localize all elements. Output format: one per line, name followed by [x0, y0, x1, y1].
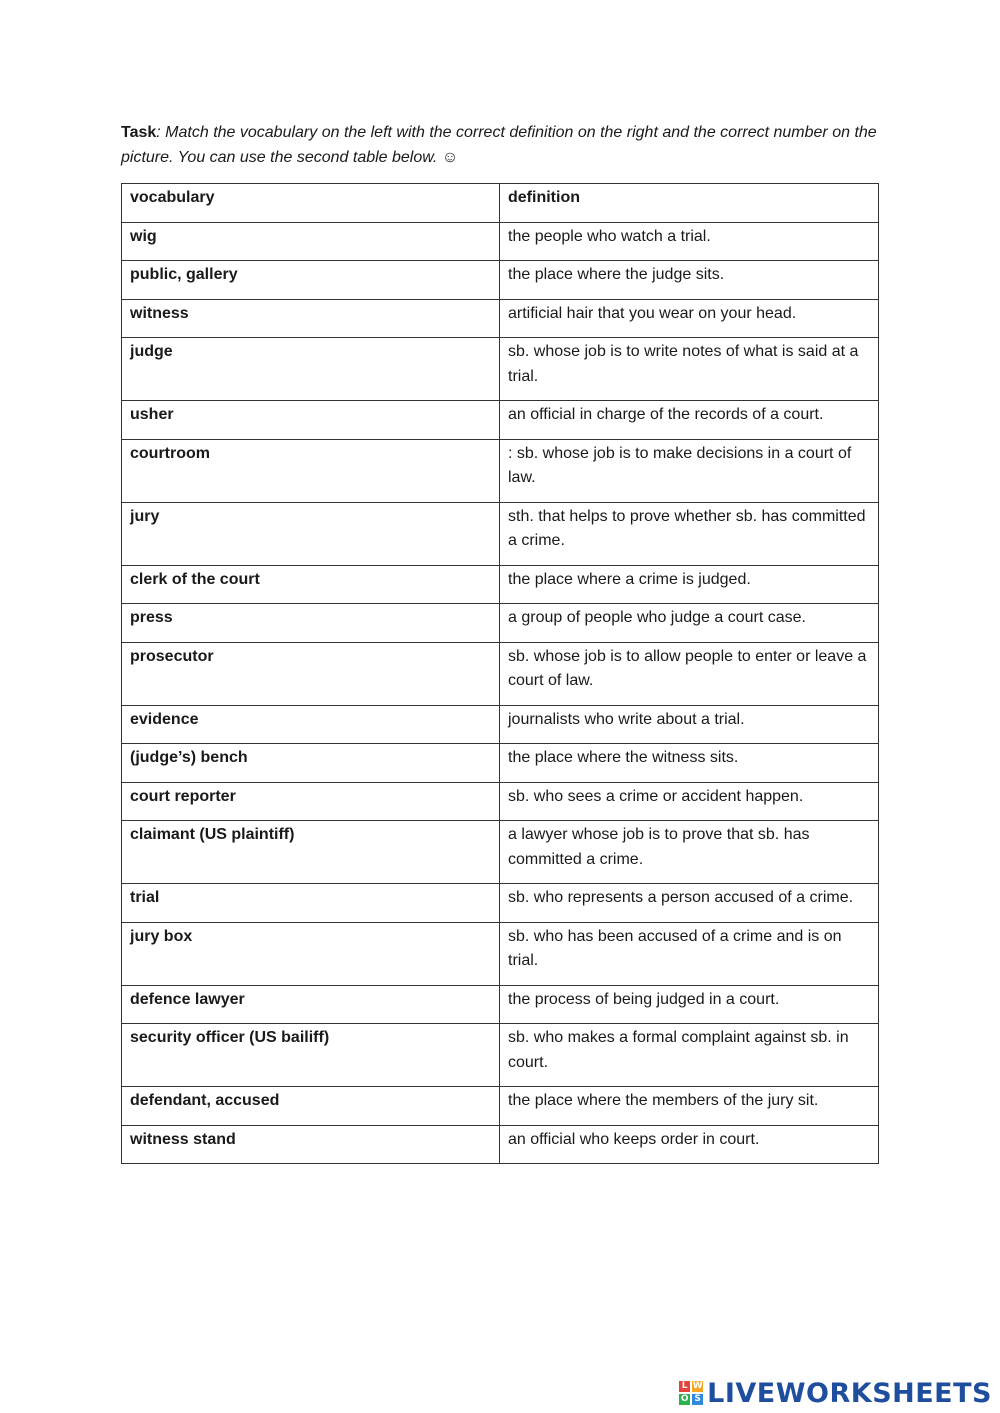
vocabulary-term: witness [122, 299, 500, 338]
definition-text: : sb. whose job is to make decisions in a court of law. [500, 439, 879, 502]
vocabulary-term: witness stand [122, 1125, 500, 1164]
smiley-icon: ☺ [441, 149, 459, 166]
definition-text: an official in charge of the records of a court. [500, 401, 879, 440]
vocabulary-term: (judge’s) bench [122, 744, 500, 783]
definition-text: the place where the members of the jury sit. [500, 1087, 879, 1126]
task-instruction-text: : Match the vocabulary on the left with the correct definition on the right and the correct number on the picture. You can use the second table below. [121, 124, 877, 166]
table-row [122, 565, 879, 604]
table-row [122, 884, 879, 923]
table-header-row [122, 184, 879, 223]
definition-text: sb. who makes a formal complaint against sb. in court. [500, 1024, 879, 1087]
definition-text: the people who watch a trial. [500, 222, 879, 261]
vocabulary-term: usher [122, 401, 500, 440]
vocabulary-term: press [122, 604, 500, 643]
table-row [122, 222, 879, 261]
vocabulary-term: prosecutor [122, 642, 500, 705]
table-row [122, 439, 879, 502]
definition-text: sb. whose job is to write notes of what is said at a trial. [500, 338, 879, 401]
table-row [122, 922, 879, 985]
table-row [122, 1087, 879, 1126]
table-row [122, 299, 879, 338]
liveworksheets-logo-icon [679, 1381, 703, 1405]
table-row [122, 782, 879, 821]
table-row [122, 985, 879, 1024]
liveworksheets-brand [679, 1378, 992, 1408]
table-row [122, 744, 879, 783]
logo-letter: W [692, 1381, 703, 1391]
vocabulary-term: public, gallery [122, 261, 500, 300]
table-row [122, 1125, 879, 1164]
table-row [122, 642, 879, 705]
header-definition: definition [500, 184, 879, 223]
vocabulary-term: evidence [122, 705, 500, 744]
logo-letter: S [692, 1394, 703, 1405]
vocabulary-term: claimant (US plaintiff) [122, 821, 500, 884]
table-row [122, 1024, 879, 1087]
vocabulary-term: court reporter [122, 782, 500, 821]
table-row [122, 502, 879, 565]
vocabulary-term: wig [122, 222, 500, 261]
vocabulary-term: jury [122, 502, 500, 565]
vocabulary-term: defendant, accused [122, 1087, 500, 1126]
definition-text: sb. whose job is to allow people to enter or leave a court of law. [500, 642, 879, 705]
vocabulary-term: trial [122, 884, 500, 923]
definition-text: the place where the judge sits. [500, 261, 879, 300]
definition-text: a lawyer whose job is to prove that sb. has committed a crime. [500, 821, 879, 884]
brand-wordmark: LIVEWORKSHEETS [707, 1377, 992, 1409]
vocabulary-term: jury box [122, 922, 500, 985]
definition-text: sb. who represents a person accused of a crime. [500, 884, 879, 923]
vocabulary-term: courtroom [122, 439, 500, 502]
table-row [122, 401, 879, 440]
vocabulary-term: judge [122, 338, 500, 401]
definition-text: a group of people who judge a court case. [500, 604, 879, 643]
task-label: Task [121, 124, 157, 141]
definition-text: sb. who has been accused of a crime and is on trial. [500, 922, 879, 985]
definition-text: sth. that helps to prove whether sb. has committed a crime. [500, 502, 879, 565]
vocabulary-term: clerk of the court [122, 565, 500, 604]
definition-text: an official who keeps order in court. [500, 1125, 879, 1164]
definition-text: sb. who sees a crime or accident happen. [500, 782, 879, 821]
definition-text: journalists who write about a trial. [500, 705, 879, 744]
header-vocabulary: vocabulary [122, 184, 500, 223]
definition-text: the place where the witness sits. [500, 744, 879, 783]
definition-text: the process of being judged in a court. [500, 985, 879, 1024]
table-row [122, 338, 879, 401]
vocabulary-table [121, 183, 879, 1164]
table-row [122, 705, 879, 744]
logo-letter: L [679, 1381, 690, 1392]
vocabulary-term: security officer (US bailiff) [122, 1024, 500, 1087]
logo-letter: O [680, 1394, 689, 1404]
table-row [122, 604, 879, 643]
table-row [122, 821, 879, 884]
vocabulary-term: defence lawyer [122, 985, 500, 1024]
definition-text: artificial hair that you wear on your head. [500, 299, 879, 338]
task-instructions [121, 120, 881, 170]
definition-text: the place where a crime is judged. [500, 565, 879, 604]
table-row [122, 261, 879, 300]
